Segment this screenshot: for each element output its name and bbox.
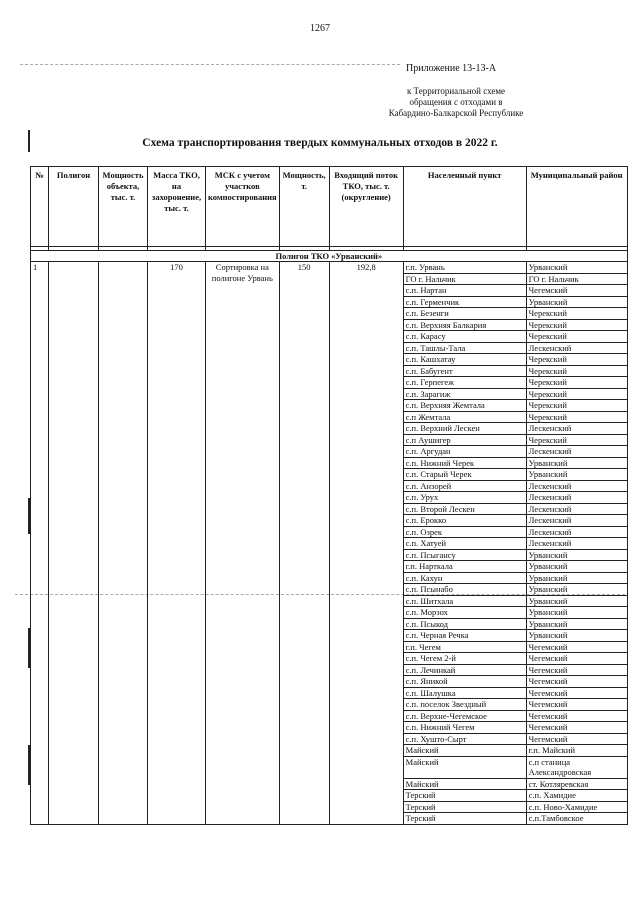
header-mass: Масса ТКО, на захоронение, тыс. т.: [148, 167, 206, 247]
annex-title: Приложение 13-13-А: [406, 63, 497, 74]
district-cell: ст. Котляревская: [526, 778, 627, 790]
table-row: [31, 262, 628, 274]
district-cell: Чегемский: [526, 722, 627, 734]
settlement-cell: с.п. Шалушка: [403, 687, 526, 699]
settlement-cell: Терский: [403, 790, 526, 802]
header-num: №: [31, 167, 49, 247]
district-cell: Лескенский: [526, 503, 627, 515]
district-cell: Черекский: [526, 308, 627, 320]
settlement-cell: с.п. Нартан: [403, 285, 526, 297]
district-cell: Лескенский: [526, 538, 627, 550]
annex-subtitle-line: Кабардино-Балкарской Республике: [388, 108, 524, 118]
district-cell: Урванский: [526, 549, 627, 561]
settlement-cell: с.п. Кахун: [403, 572, 526, 584]
district-cell: Лескенский: [526, 515, 627, 527]
district-cell: Урванский: [526, 457, 627, 469]
district-cell: Урванский: [526, 262, 627, 274]
district-cell: Лескенский: [526, 526, 627, 538]
settlement-cell: с.п. Морзох: [403, 607, 526, 619]
header-settlement: Населенный пункт: [403, 167, 526, 247]
district-cell: Урванский: [526, 584, 627, 596]
district-cell: Черекский: [526, 377, 627, 389]
district-cell: с.п.Тамбовское: [526, 813, 627, 825]
settlement-cell: с.п. Хатуей: [403, 538, 526, 550]
district-cell: г.п. Майский: [526, 745, 627, 757]
settlement-cell: с.п. Псынабо: [403, 584, 526, 596]
settlement-cell: с.п Аушигер: [403, 434, 526, 446]
page-number: 1267: [310, 23, 330, 34]
settlement-cell: с.п. Озрек: [403, 526, 526, 538]
scan-margin-bar: [28, 130, 30, 152]
settlement-cell: с.п. Герменчик: [403, 296, 526, 308]
district-cell: Урванский: [526, 630, 627, 642]
scan-artifact-line: [20, 64, 400, 65]
section-row: [31, 251, 628, 262]
district-cell: Чегемский: [526, 710, 627, 722]
settlement-cell: с.п. Бабугент: [403, 365, 526, 377]
row-num: 1: [31, 262, 49, 825]
district-cell: Чегемский: [526, 285, 627, 297]
settlement-cell: с.п. Черная Речка: [403, 630, 526, 642]
district-cell: Черекский: [526, 411, 627, 423]
district-cell: Урванский: [526, 595, 627, 607]
district-cell: Чегемский: [526, 641, 627, 653]
settlement-cell: г.п. Нарткала: [403, 561, 526, 573]
district-cell: с.п станица Александровская: [526, 756, 627, 778]
settlement-cell: с.п. Верхний Лескен: [403, 423, 526, 435]
settlement-cell: Терский: [403, 813, 526, 825]
district-cell: с.п. Ново-Хамидие: [526, 801, 627, 813]
settlement-cell: с.п. Шитхала: [403, 595, 526, 607]
row-flow: 192,8: [329, 262, 403, 825]
row-msk: Сортировка на полигоне Урвань: [206, 262, 280, 825]
district-cell: Черекский: [526, 434, 627, 446]
district-cell: Черекский: [526, 354, 627, 366]
settlement-cell: с.п. Лечинкай: [403, 664, 526, 676]
district-cell: Черекский: [526, 319, 627, 331]
settlement-cell: с.п. Яникой: [403, 676, 526, 688]
district-cell: Лескенский: [526, 342, 627, 354]
document-title: Схема транспортирования твердых коммунальных отходов в 2022 г.: [142, 137, 498, 149]
district-cell: Лескенский: [526, 492, 627, 504]
settlement-cell: с.п. Второй Лескен: [403, 503, 526, 515]
transport-scheme-table: [30, 166, 628, 825]
settlement-cell: с.п. Хушто-Сырт: [403, 733, 526, 745]
row-polygon: [49, 262, 99, 825]
district-cell: Урванский: [526, 618, 627, 630]
district-cell: Чегемский: [526, 699, 627, 711]
district-cell: ГО г. Нальчик: [526, 273, 627, 285]
row-capacity: [99, 262, 148, 825]
settlement-cell: с.п Жемтала: [403, 411, 526, 423]
header-power: Мощность, т.: [279, 167, 329, 247]
header-capacity: Мощность объекта, тыс. т.: [99, 167, 148, 247]
settlement-cell: Майский: [403, 745, 526, 757]
settlement-cell: с.п. Карасу: [403, 331, 526, 343]
settlement-cell: с.п. Верхне-Чегемское: [403, 710, 526, 722]
settlement-cell: с.п. Безенги: [403, 308, 526, 320]
header-flow: Входящий поток ТКО, тыс. т. (округление): [329, 167, 403, 247]
settlement-cell: с.п. Герпегеж: [403, 377, 526, 389]
district-cell: Чегемский: [526, 653, 627, 665]
district-cell: Черекский: [526, 388, 627, 400]
settlement-cell: с.п. Старый Черек: [403, 469, 526, 481]
district-cell: Чегемский: [526, 676, 627, 688]
header-polygon: Полигон: [49, 167, 99, 247]
settlement-cell: с.п. Верхняя Жемтала: [403, 400, 526, 412]
district-cell: Урванский: [526, 561, 627, 573]
settlement-cell: Майский: [403, 756, 526, 778]
settlement-cell: с.п. Аргудан: [403, 446, 526, 458]
district-cell: Черекский: [526, 331, 627, 343]
annex-subtitle-line: обращения с отходами в: [409, 97, 503, 107]
settlement-cell: с.п. Псыкод: [403, 618, 526, 630]
district-cell: Лескенский: [526, 446, 627, 458]
settlement-cell: с.п. Анзорей: [403, 480, 526, 492]
settlement-cell: г.п. Урвань: [403, 262, 526, 274]
settlement-cell: с.п. Нижний Чегем: [403, 722, 526, 734]
settlement-cell: с.п. Ерокко: [403, 515, 526, 527]
annex-subtitle-line: к Территориальной схеме: [406, 86, 506, 96]
district-cell: с.п. Хамидие: [526, 790, 627, 802]
district-cell: Лескенский: [526, 480, 627, 492]
district-cell: Урванский: [526, 572, 627, 584]
settlement-cell: г.п. Чегем: [403, 641, 526, 653]
settlement-cell: с.п. Зарагиж: [403, 388, 526, 400]
settlement-cell: ГО г. Нальчик: [403, 273, 526, 285]
settlement-cell: с.п. Верхняя Балкария: [403, 319, 526, 331]
settlement-cell: с.п. Кашхатау: [403, 354, 526, 366]
district-cell: Черекский: [526, 400, 627, 412]
section-title: Полигон ТКО «Урванский»: [31, 251, 628, 262]
settlement-cell: с.п. поселок Звездный: [403, 699, 526, 711]
settlement-cell: с.п. Ташлы-Тала: [403, 342, 526, 354]
district-cell: Чегемский: [526, 733, 627, 745]
settlement-cell: с.п. Урух: [403, 492, 526, 504]
header-msk: МСК с учетом участков компостирования: [206, 167, 280, 247]
settlement-cell: с.п. Чегем 2-й: [403, 653, 526, 665]
district-cell: Урванский: [526, 296, 627, 308]
settlement-cell: Майский: [403, 778, 526, 790]
settlement-cell: с.п. Псыгансу: [403, 549, 526, 561]
district-cell: Черекский: [526, 365, 627, 377]
district-cell: Урванский: [526, 469, 627, 481]
row-mass: 170: [148, 262, 206, 825]
district-cell: Чегемский: [526, 687, 627, 699]
settlement-cell: Терский: [403, 801, 526, 813]
table-body: [31, 262, 628, 825]
annex-subtitle: [386, 86, 526, 119]
header-district: Муниципальный район: [526, 167, 627, 247]
row-power: 150: [279, 262, 329, 825]
table-header-row: [31, 167, 628, 247]
settlement-cell: с.п. Нижний Черек: [403, 457, 526, 469]
district-cell: Урванский: [526, 607, 627, 619]
district-cell: Лескенский: [526, 423, 627, 435]
district-cell: Чегемский: [526, 664, 627, 676]
